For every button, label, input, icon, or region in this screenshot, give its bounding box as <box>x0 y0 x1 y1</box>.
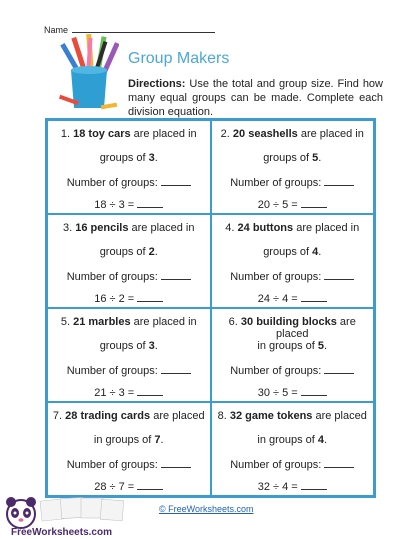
answer-blank[interactable] <box>161 364 191 374</box>
equation-blank[interactable] <box>301 480 327 490</box>
problem-cell-8: 8. 32 game tokens are placed in groups of 4. Number of groups: 32 ÷ 4 = <box>211 402 375 496</box>
equation-blank[interactable] <box>301 386 327 396</box>
problem-cell-5: 5. 21 marbles are placed in groups of 3. Number of groups: 21 ÷ 3 = <box>47 308 211 402</box>
problem-cell-7: 7. 28 trading cards are placed in groups of 7. Number of groups: 28 ÷ 7 = <box>47 402 211 496</box>
directions-text: Use the total and group size. Find how many equal groups can be made. Complete each division equation. <box>128 78 383 118</box>
problem-cell-3: 3. 16 pencils are placed in groups of 2. Number of groups: 16 ÷ 2 = <box>47 214 211 308</box>
footer-link[interactable]: © FreeWorksheets.com <box>159 504 254 514</box>
equation-blank[interactable] <box>137 198 163 208</box>
equation-blank[interactable] <box>137 480 163 490</box>
name-label: Name <box>44 25 69 35</box>
answer-blank[interactable] <box>324 458 354 468</box>
page-title: Group Makers <box>128 50 230 67</box>
problem-grid <box>45 118 376 498</box>
problem-cell-4: 4. 24 buttons are placed in groups of 4. Number of groups: 24 ÷ 4 = <box>211 214 375 308</box>
freeworksheets-logo <box>3 494 153 538</box>
equation-blank[interactable] <box>137 386 163 396</box>
answer-blank[interactable] <box>161 176 191 186</box>
logo-text: FreeWorksheets.com <box>11 527 112 538</box>
answer-blank[interactable] <box>161 270 191 280</box>
name-line[interactable] <box>72 24 215 33</box>
equation-blank[interactable] <box>301 198 327 208</box>
problem-cell-6: 6. 30 building blocks are placed in groups of 5. Number of groups: 30 ÷ 5 = <box>211 308 375 402</box>
equation-blank[interactable] <box>301 292 327 302</box>
answer-blank[interactable] <box>324 364 354 374</box>
pencil-cup-illustration <box>55 34 119 114</box>
problem-cell-2: 2. 20 seashells are placed in groups of 5. Number of groups: 20 ÷ 5 = <box>211 120 375 214</box>
directions-label: Directions: <box>128 78 186 90</box>
directions <box>128 77 383 119</box>
answer-blank[interactable] <box>324 270 354 280</box>
equation-blank[interactable] <box>137 292 163 302</box>
answer-blank[interactable] <box>324 176 354 186</box>
answer-blank[interactable] <box>161 458 191 468</box>
problem-cell-1: 1. 18 toy cars are placed in groups of 3. Number of groups: 18 ÷ 3 = <box>47 120 211 214</box>
